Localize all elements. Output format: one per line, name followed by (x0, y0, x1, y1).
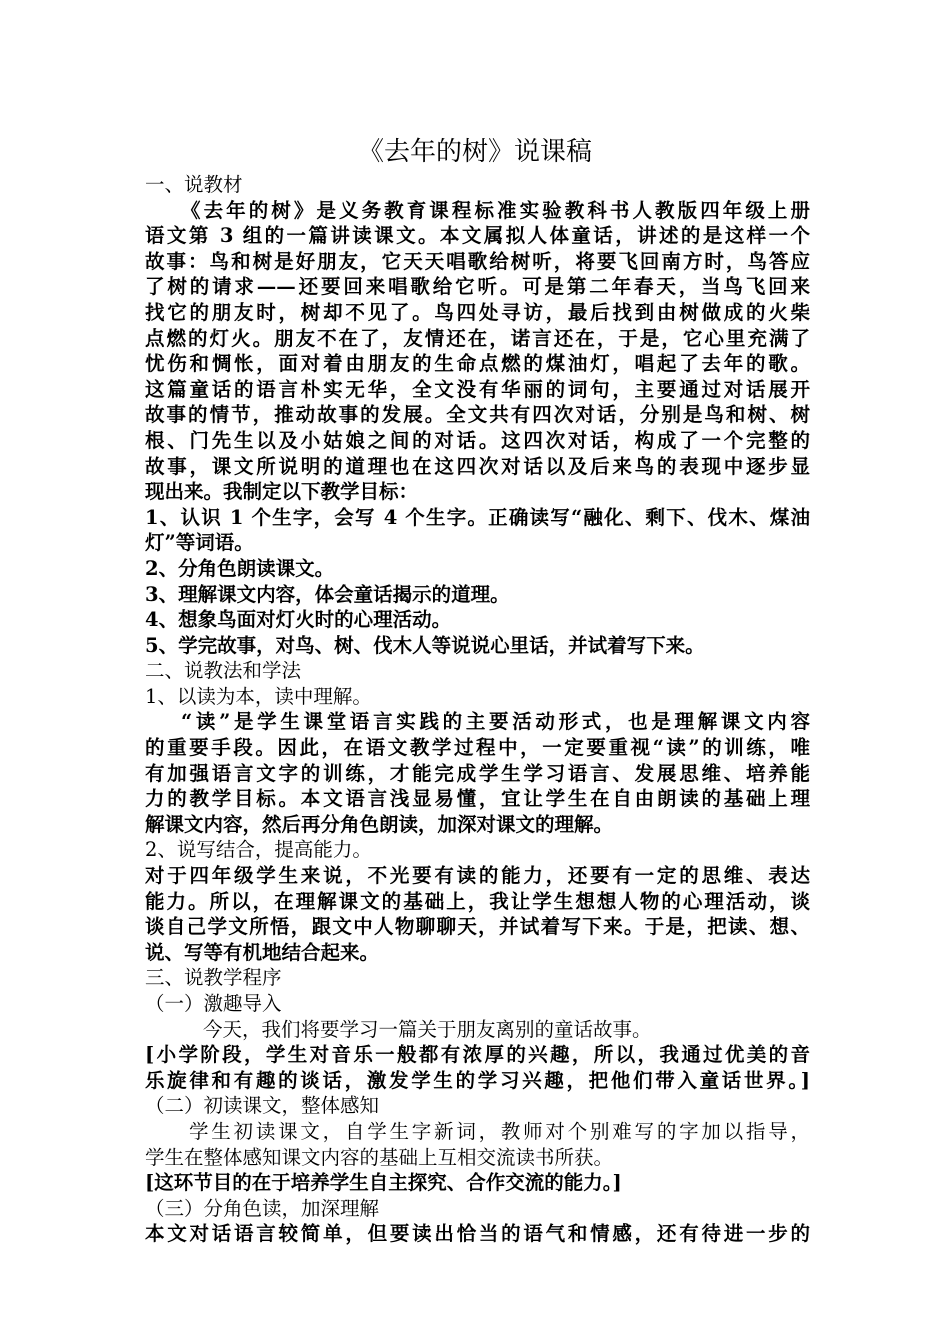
text-line: 能力。所以，在理解课文的基础上，我让学生想想人物的心理活动，谈 (145, 889, 810, 913)
text-line: 的重要手段。因此，在语文教学过程中，一定要重视“读”的训练，唯 (145, 736, 810, 760)
text-line: 3、理解课文内容，体会童话揭示的道理。 (145, 582, 510, 606)
text-line: [这环节目的在于培养学生自主探究、合作交流的能力。] (145, 1171, 622, 1195)
text-line: 《去年的树》是义务教育课程标准实验教科书人教版四年级上册 (181, 198, 810, 222)
text-line: （一）激趣导入 (145, 992, 282, 1015)
text-line: 了树的请求——还要回来唱歌给它听。可是第二年春天，当鸟飞回来 (145, 275, 810, 299)
text-line: 学生在整体感知课文内容的基础上互相交流读书所获。 (145, 1145, 614, 1169)
text-line: 点燃的灯火。朋友不在了，友情还在，诺言还在，于是，它心里充满了 (145, 326, 810, 350)
text-line: 1、认识 1 个生字，会写 4 个生字。正确读写“融化、剩下、伐木、煤油 (145, 505, 810, 529)
document-body (145, 172, 810, 1247)
text-line: （三）分角色读，加深理解 (145, 1196, 380, 1220)
text-line: （二）初读课文，整体感知 (145, 1094, 380, 1118)
text-line: 4、想象鸟面对灯火时的心理活动。 (145, 608, 452, 632)
text-line: 这篇童话的语言朴实无华，全文没有华丽的词句，主要通过对话展开 (145, 377, 810, 401)
text-line: 对于四年级学生来说，不光要有读的能力，还要有一定的思维、表达 (145, 864, 810, 888)
text-line: 故事，课文所说明的道理也在这四次对话以及后来鸟的表现中逐步显 (145, 454, 810, 478)
text-line: 故事的情节，推动故事的发展。全文共有四次对话，分别是鸟和树、树 (145, 403, 810, 427)
text-line: 忧伤和惆怅，面对着由朋友的生命点燃的煤油灯，唱起了去年的歌。 (145, 352, 810, 376)
text-line: 找它的朋友时，树却不见了。鸟四处寻访，最后找到由树做成的火柴 (145, 300, 810, 324)
text-line: 现出来。我制定以下教学目标： (145, 480, 419, 504)
text-line: 今天，我们将要学习一篇关于朋友离别的童话故事。 (203, 1017, 652, 1041)
text-line: 5、学完故事，对鸟、树、伐木人等说说心里话，并试着写下来。 (145, 633, 705, 657)
text-line: 学生初读课文，自学生字新词，教师对个别难写的字加以指导， (189, 1119, 810, 1143)
text-line: 解课文内容，然后再分角色朗读，加深对课文的理解。 (145, 812, 614, 836)
text-line: 根、门先生以及小姑娘之间的对话。这四次对话，构成了一个完整的 (145, 428, 810, 452)
text-line: 力的教学目标。本文语言浅显易懂，宜让学生在自由朗读的基础上理 (145, 787, 810, 811)
text-line: 灯”等词语。 (145, 531, 254, 555)
text-line: 1、以读为本，读中理解。 (145, 684, 372, 708)
text-line: “读”是学生课堂语言实践的主要活动形式，也是理解课文内容 (181, 710, 810, 734)
text-line: 说、写等有机地结合起来。 (145, 940, 380, 964)
text-line: 一、说教材 (145, 173, 243, 196)
text-line: 本文对话语言较简单，但要读出恰当的语气和情感，还有待进一步的 (145, 1222, 810, 1246)
text-line: 2、分角色朗读课文。 (145, 556, 335, 580)
page-title: 《去年的树》说课稿 (357, 137, 592, 167)
text-line: 故事：鸟和树是好朋友，它天天唱歌给树听，将要飞回南方时，鸟答应 (145, 249, 810, 273)
text-line: 乐旋律和有趣的谈话，激发学生的学习兴趣，把他们带入童话世界。] (145, 1068, 810, 1092)
text-line: 2、说写结合，提高能力。 (145, 838, 372, 862)
text-line: 谈自己学文所悟，跟文中人物聊聊天，并试着写下来。于是，把读、想、 (145, 915, 810, 939)
text-line: 二、说教法和学法 (145, 659, 302, 683)
text-line: 有加强语言文字的训练，才能完成学生学习语言、发展思维、培养能 (145, 761, 810, 785)
text-line: 三、说教学程序 (145, 966, 282, 990)
text-line: 语文第 3 组的一篇讲读课文。本文属拟人体童话，讲述的是这样一个 (145, 224, 810, 248)
text-line: [小学阶段，学生对音乐一般都有浓厚的兴趣，所以，我通过优美的音 (145, 1043, 810, 1067)
